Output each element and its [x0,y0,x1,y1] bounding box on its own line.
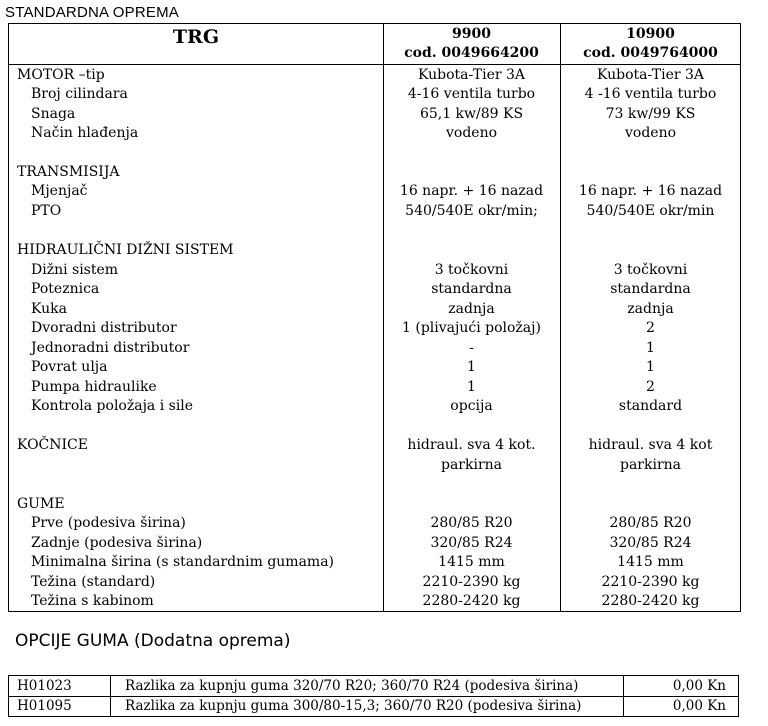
table-title: TRG [172,26,220,48]
model-2-header [560,25,741,63]
spec-table [8,23,741,612]
model-2-name: 10900 [626,26,675,42]
table-row: Pumpa hidraulike 1 2 [31,379,655,395]
section-heading: GUME [17,496,65,512]
model-1-code: cod. 0049664200 [404,45,539,61]
table-row: Prve (podesiva širina) 280/85 R20 280/85 R20 [31,515,692,531]
option-price: 0,00 Kn [672,698,726,714]
option-code: H01023 [17,678,72,694]
table-row [9,696,738,716]
model-1-name: 9900 [452,26,491,42]
table-row: Način hlađenja vodeno vodeno [31,125,677,141]
table-row: Mjenjač 16 napr. + 16 nazad 16 napr. + 16 nazad [31,183,723,199]
table-row: Povrat ulja 1 1 [31,359,655,375]
table-row: KOČNICE hidraul. sva 4 kot. hidraul. sva 4 kot [17,437,713,453]
table-row: Dvoradni distributor 1 (plivajući položaj) 2 [31,320,655,336]
tire-options-table [8,675,739,717]
table-row: Snaga 65,1 kw/89 KS 73 kw/99 KS [31,106,696,122]
option-price: 0,00 Kn [672,678,726,694]
table-row: Težina (standard) 2210-2390 kg 2210-2390 kg [31,574,700,590]
tire-options-heading: OPCIJE GUMA (Dodatna oprema) [15,631,291,651]
table-row [9,676,738,697]
option-description: Razlika za kupnju guma 300/80-15,3; 360/70 R20 (podesiva širina) [125,698,582,714]
table-row: parkirna parkirna [440,457,682,473]
section-heading: TRANSMISIJA [17,164,120,180]
table-row: Kuka zadnja zadnja [31,301,674,317]
table-row: Dižni sistem 3 točkovni 3 točkovni [31,262,688,278]
table-row: Minimalna širina (s standardnim gumama) 1415 mm 1415 mm [31,554,684,570]
model-1-header [383,25,560,63]
option-code: H01095 [17,698,72,714]
table-row: Poteznica standardna standardna [31,281,691,297]
table-row: Težina s kabinom 2280-2420 kg 2280-2420 kg [31,593,700,609]
standard-equipment-heading: STANDARDNA OPREMA [5,4,179,21]
table-row: Jednoradni distributor - 1 [31,340,655,356]
option-description: Razlika za kupnju guma 320/70 R20; 360/70 R24 (podesiva širina) [125,678,579,694]
table-row: Zadnje (podesiva širina) 320/85 R24 320/85 R24 [31,535,692,551]
table-row: MOTOR –tip Kubota-Tier 3A Kubota-Tier 3A [17,67,705,83]
table-row: Kontrola položaja i sile opcija standard [31,398,683,414]
table-row: PTO 540/540E okr/min; 540/540E okr/min [31,203,715,219]
section-heading: HIDRAULIČNI DIŽNI SISTEM [17,242,234,258]
model-2-code: cod. 0049764000 [583,45,718,61]
table-row: Broj cilindara 4-16 ventila turbo 4 -16 ventila turbo [31,86,717,102]
